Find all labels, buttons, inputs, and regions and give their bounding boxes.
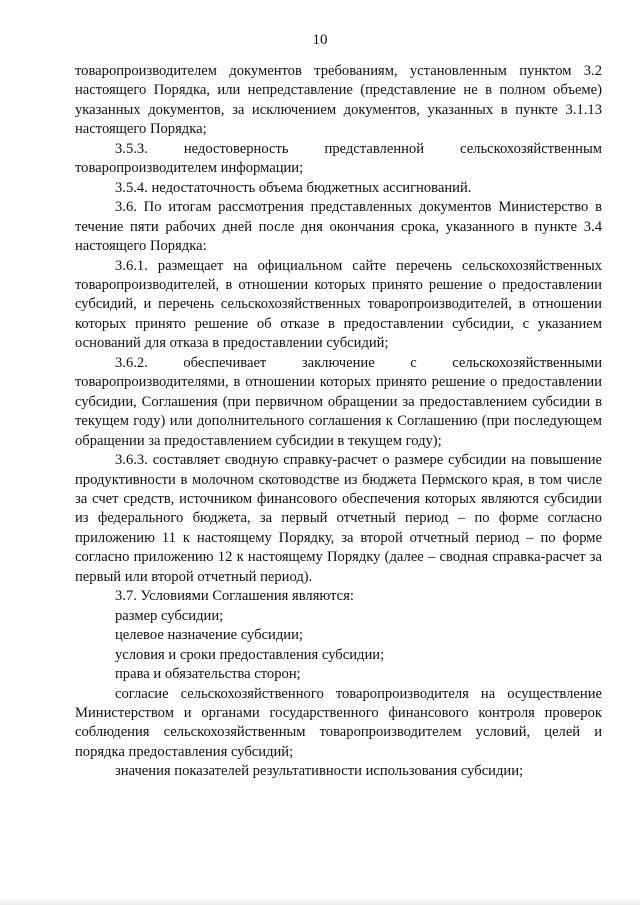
paragraph-3-7: 3.7. Условиями Соглашения являются: (115, 588, 354, 605)
list-item-inspection-consent: согласие сельскохозяйственного товаропроизводителя на осуществление Министерством и органами государственного финансового контроля проверок соблюдения сельскохозяйственным товаропроизводителем условий, целей и порядка предоставления субсидий; (75, 685, 602, 760)
paragraph-3-5-4: 3.5.4. недостаточность объема бюджетных ассигнований. (115, 179, 472, 196)
paragraph-3-6-1: 3.6.1. размещает на официальном сайте перечень сельскохозяйственных товаропроизводителей, в отношении которых принято решение о предоставлении субсидий, и перечень сельскохозяйственных товаропроизводителей, в отношении которых принято решение об отказе в предоставлении субсидии, с указанием оснований для отказа в предоставлении субсидий; (75, 257, 602, 352)
paragraph-continuation: товаропроизводителем документов требованиям, установленным пунктом 3.2 настоящего Порядка, или непредставление (представление не в полном объеме) указанных документов, за исключением документов, указанных в пункте 3.1.13 настоящего Порядка; (75, 63, 602, 138)
list-item-performance-indicators: значения показателей результативности использования субсидии; (115, 763, 524, 780)
document-body (75, 62, 602, 782)
paragraph-3-6: 3.6. По итогам рассмотрения представленных документов Министерство в течение пяти рабочих дней после дня окончания срока, указанного в пункте 3.4 настоящего Порядка: (75, 199, 602, 255)
page-number: 10 (312, 32, 328, 48)
paragraph-3-5-3: 3.5.3. недостоверность представленной сельскохозяйственным товаропроизводителем информации; (75, 140, 602, 177)
list-item-subsidy-amount: размер субсидии; (115, 607, 224, 624)
scan-edge-shadow (0, 897, 640, 905)
paragraph-3-6-3: 3.6.3. составляет сводную справку-расчет о размере субсидии на повышение продуктивности в молочном скотоводстве из бюджета Пермского края, в том числе за счет средств, источником финансового обеспечения которых являются субсидии из федерального бюджета, за первый отчетный период – по форме согласно приложению 11 к настоящему Порядку, за второй отчетный период – по форме согласно приложению 12 к настоящему Порядку (далее – сводная справка-расчет за первый или второй отчетный период). (75, 452, 602, 585)
list-item-subsidy-purpose: целевое назначение субсидии; (115, 627, 303, 644)
paragraph-3-6-2: 3.6.2. обеспечивает заключение с сельскохозяйственными товаропроизводителями, в отношении которых принято решение о предоставлении субсидии, Соглашения (при первичном обращении за предоставлением субсидии в текущем году) или дополнительного соглашения к Соглашению (при последующем обращении за предоставлением субсидии в текущем году); (75, 354, 602, 449)
list-item-rights-obligations: права и обязательства сторон; (115, 666, 301, 683)
list-item-conditions-terms: условия и сроки предоставления субсидии; (115, 646, 385, 663)
